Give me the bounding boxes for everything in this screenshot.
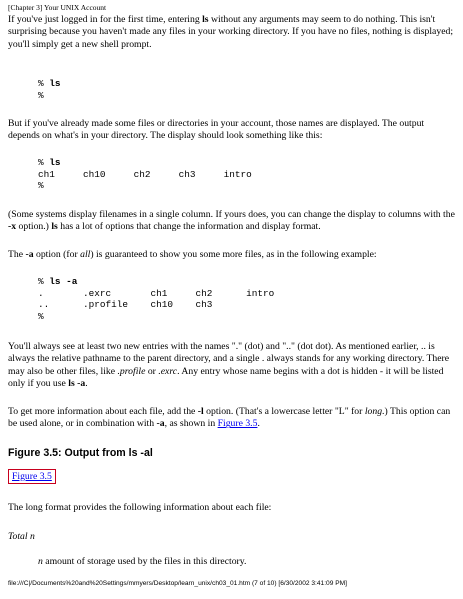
emphasis-long: long — [364, 406, 383, 417]
paragraph-option-a — [8, 249, 456, 261]
paragraph-text: . — [257, 418, 260, 430]
shell-command: ls — [49, 78, 61, 89]
shell-output: .. .profile ch10 ch3 — [38, 299, 213, 311]
option-a: -a — [156, 418, 165, 430]
command-ls-a: ls -a — [68, 378, 86, 390]
paragraph-long-option — [8, 406, 456, 431]
page-footer: file:///C|/Documents%20and%20Settings/mmyers/Desktop/learn_unix/ch03_01.htm (7 of 10) [6/30/2002 3:41:09 PM] — [8, 580, 347, 587]
code-block-ls-files — [38, 157, 252, 192]
shell-command: ls — [49, 157, 61, 168]
command-ls: ls — [202, 14, 209, 25]
paragraph-text: You'll always see at least two new entries with the names "." (dot) and ".." (dot dot). As mentioned earlier, .. is always the relative pathname to the parent directory, and a single . always stands for any working directory. There may also be other files, like — [8, 341, 450, 377]
emphasis-all: all — [80, 249, 91, 260]
figure-heading: Figure 3.5: Output from ls -al — [8, 447, 153, 459]
command-ls: ls — [51, 221, 58, 233]
figure-3-5-link[interactable]: Figure 3.5 — [217, 418, 258, 430]
shell-prompt: % — [38, 157, 50, 168]
option-x: -x — [8, 221, 17, 233]
shell-prompt: % — [38, 180, 44, 192]
shell-prompt: % — [38, 89, 44, 101]
figure-placeholder-link[interactable] — [8, 469, 56, 484]
paragraph-text: The — [8, 249, 26, 260]
paragraph-dot-entries — [8, 341, 456, 391]
paragraph-text: has a lot of options that change the information and display format. — [57, 221, 321, 233]
paragraph-text: . Any entry whose name begins with a dot is hidden - it will be listed only if you use — [8, 365, 444, 390]
paragraph-long-format: The long format provides the following information about each file: — [8, 502, 272, 513]
shell-output: ch1 ch10 ch2 ch3 intro — [38, 168, 252, 180]
paragraph-text: option (for — [33, 249, 81, 260]
paragraph-text: option. (That's a lowercase letter "L" for — [203, 406, 365, 417]
paragraph-intro — [8, 14, 456, 51]
variable-n: n — [38, 556, 43, 567]
filename-exrc: .exrc — [158, 365, 178, 377]
shell-prompt: % — [38, 311, 44, 323]
term-total-n: Total n — [8, 531, 35, 542]
paragraph-text: .) This option can be used alone, or in combination with — [8, 406, 451, 430]
figure-3-5-image-link[interactable]: Figure 3.5 — [12, 471, 52, 482]
code-block-ls-empty — [38, 78, 61, 101]
paragraph-text: If you've just logged in for the first time, entering — [8, 14, 203, 25]
filename-profile: .profile — [117, 365, 146, 377]
shell-output: . .exrc ch1 ch2 intro — [38, 287, 275, 299]
shell-prompt: % — [38, 78, 50, 89]
option-l: -l — [197, 406, 204, 417]
paragraph-columns — [8, 209, 456, 234]
code-block-ls-a — [38, 276, 274, 323]
paragraph-text: or — [145, 365, 159, 377]
page-header: [Chapter 3] Your UNIX Account — [8, 3, 107, 12]
definition-term — [8, 531, 456, 543]
definition-description — [38, 556, 456, 568]
paragraph-text: option.) — [16, 221, 52, 233]
definition-text: amount of storage used by the files in this directory. — [42, 556, 247, 567]
shell-prompt: % — [38, 276, 50, 287]
paragraph-text: (Some systems display filenames in a single column. If yours does, you can change the display to columns with the — [8, 209, 455, 220]
paragraph-text: . — [85, 378, 88, 390]
paragraph-text: ) is guaranteed to show you some more files, as in the following example: — [90, 249, 377, 260]
paragraph-text: To get more information about each file, add the — [8, 406, 198, 417]
paragraph-text: , as shown in — [164, 418, 218, 430]
shell-command: ls -a — [49, 276, 78, 287]
paragraph-text: without any arguments may seem to do nothing. This isn't surprising because you haven't made any files in your working directory. If you have no files, nothing is displayed; you'll simply get a new shell prompt. — [8, 14, 454, 50]
option-a: -a — [25, 249, 34, 260]
paragraph-display: But if you've already made some files or directories in your account, those names are displayed. The output depends on what's in your directory. The display should look something like this: — [8, 118, 425, 142]
